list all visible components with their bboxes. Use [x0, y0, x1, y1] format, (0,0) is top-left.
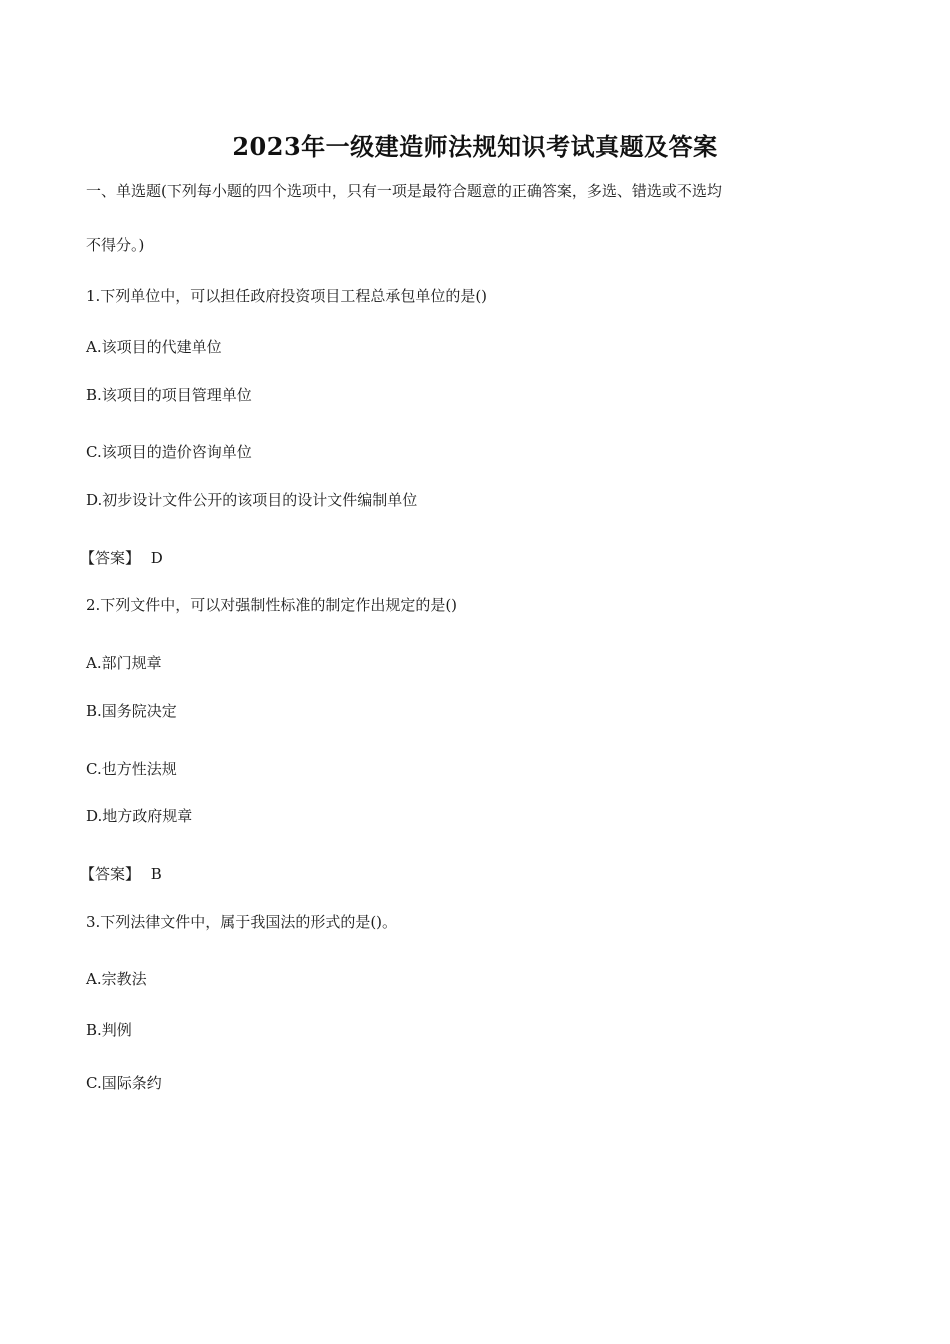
question-2-option-a: A.部门规章 — [86, 654, 162, 672]
answer-value: D — [150, 549, 163, 567]
question-2-option-d: D.地方政府规章 — [86, 807, 193, 825]
answer-label: 【答案】 — [80, 865, 141, 883]
section-heading-line1: 一、单选题(下列每小题的四个选项中，只有一项是最符合题意的正确答案，多选、错选或不选均 — [86, 182, 722, 200]
question-2-option-c: C.也方性法规 — [86, 760, 177, 778]
document-title: 2023年一级建造师法规知识考试真题及答案 — [232, 132, 718, 161]
question-2-option-b: B.国务院决定 — [86, 702, 177, 720]
question-3-stem: 3.下列法律文件中，属于我国法的形式的是()。 — [86, 913, 398, 931]
question-1-option-b: B.该项目的项目管理单位 — [86, 386, 252, 404]
question-1-answer — [80, 548, 163, 568]
answer-value: B — [150, 865, 162, 883]
question-1-option-a: A.该项目的代建单位 — [86, 338, 222, 356]
question-3-option-c: C.国际条约 — [86, 1074, 162, 1092]
question-2-stem: 2.下列文件中，可以对强制性标准的制定作出规定的是() — [86, 596, 458, 614]
question-1-stem: 1.下列单位中，可以担任政府投资项目工程总承包单位的是() — [86, 287, 488, 305]
question-2-answer — [80, 864, 162, 884]
question-1-option-c: C.该项目的造价咨询单位 — [86, 443, 252, 461]
question-3-option-b: B.判例 — [86, 1021, 132, 1039]
section-heading-line2: 不得分。) — [86, 236, 145, 254]
question-3-option-a: A.宗教法 — [86, 970, 147, 988]
answer-label: 【答案】 — [80, 549, 141, 567]
question-1-option-d: D.初步设计文件公开的该项目的设计文件编制单位 — [86, 491, 418, 509]
